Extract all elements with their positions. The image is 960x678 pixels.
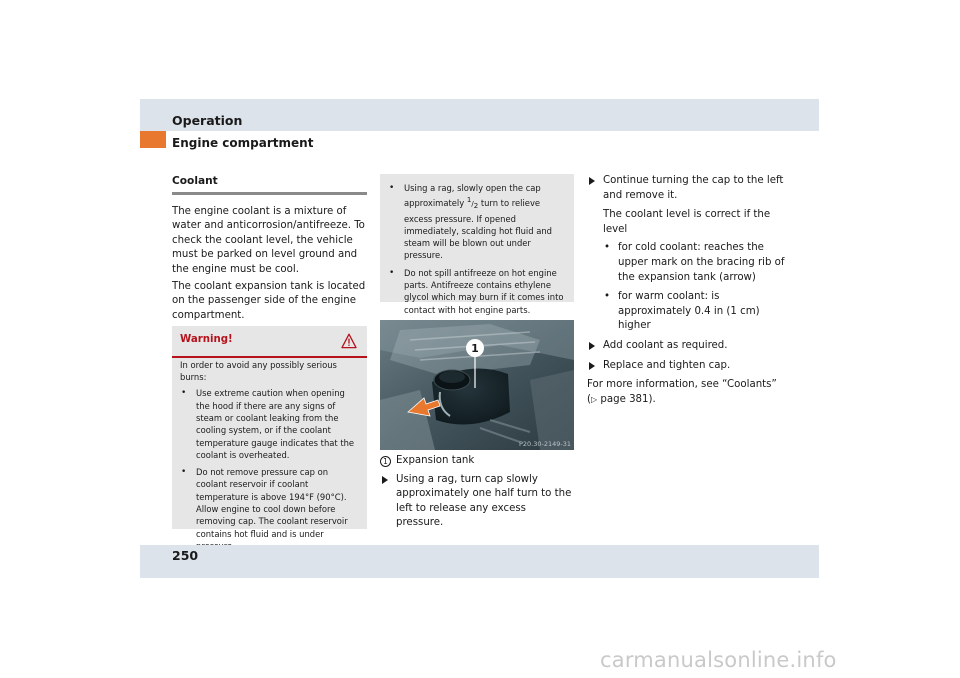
instruction-step: Continue turning the cap to the left and remove it.	[587, 174, 787, 203]
page-ref-text: page 381).	[600, 393, 656, 405]
fraction-numerator: 1	[466, 196, 472, 205]
caution-box	[380, 174, 574, 315]
level-item: • for cold coolant: reaches the upper mark on the bracing rib of the expansion tank (arrow)	[603, 241, 787, 285]
coolant-heading: Coolant	[172, 175, 218, 187]
warning-item: • Do not remove pressure cap on coolant reservoir if coolant temperature is above 194°F (90°C). Allow engine to cool down before removing cap. The coolant reservoir contains hot fluid and is under	[180, 466, 360, 552]
coolant-paragraph: The engine coolant is a mixture of water and anticorrosion/antifreeze. To check the coolant level, the vehicle must be parked on level ground and the engine must be cool.	[172, 205, 365, 275]
level-list	[587, 241, 787, 334]
subsection-title: Engine compartment	[172, 136, 314, 150]
more-info-text: For more information, see “Coolants”	[587, 379, 777, 391]
photo-callout-number: 1	[471, 342, 479, 355]
warning-box	[172, 326, 367, 539]
warning-title: Warning!	[180, 334, 233, 345]
footer-band	[140, 545, 819, 578]
caution-item-text: turn to relieve excess pressure. If opened immediately, scalding hot fluid and steam will be blown out under pressure.	[404, 198, 552, 261]
coolant-column	[172, 174, 367, 325]
caption-text: Expansion tank	[396, 455, 475, 466]
warning-intro: In order to avoid any possibly serious burns:	[180, 360, 337, 383]
level-intro: The coolant level is correct if the level	[603, 209, 771, 235]
instructions-column-2	[380, 454, 574, 536]
caution-item-text: Using a rag, slowly open the cap approximately	[404, 183, 541, 209]
instruction-step: Add coolant as required.	[587, 339, 787, 354]
caution-item: • Do not spill antifreeze on hot engine parts. Antifreeze contains ethylene glycol which may burn if it comes into contact with hot engine parts.	[388, 267, 567, 316]
warning-rule	[172, 356, 367, 358]
fraction-half: $^1/_2$	[466, 196, 479, 211]
heading-rule	[172, 192, 367, 195]
caption-number-badge: 1	[380, 456, 391, 467]
level-item: • for warm coolant: is approximately 0.4 in (1 cm) higher	[603, 290, 787, 334]
caution-list	[388, 182, 567, 316]
page-number: 250	[172, 548, 199, 563]
warning-triangle-icon	[341, 333, 357, 349]
instruction-step: Using a rag, turn cap slowly approximately one half turn to the left to release any excess pressure.	[380, 473, 574, 531]
instructions-column-3	[587, 174, 787, 407]
caution-item	[388, 182, 567, 262]
expansion-tank-photo	[380, 320, 574, 450]
section-tab-marker	[140, 131, 166, 148]
page-ref-arrow-icon: ▷	[590, 394, 598, 404]
watermark-text: carmanualsonline.info	[600, 648, 837, 672]
page-reference[interactable]: (▷ page 381).	[587, 393, 656, 405]
warning-item: • Use extreme caution when opening the hood if there are any signs of steam or coolant leaking from the cooling system, or if the coolant temperature gauge indicates that the coolant is overheated.	[180, 387, 360, 461]
instruction-step: Replace and tighten cap.	[587, 359, 787, 374]
fraction-denominator: 2	[473, 202, 479, 211]
photo-caption	[380, 454, 574, 469]
engine-photo-illustration	[380, 320, 574, 450]
coolant-paragraph: The coolant expansion tank is located on the passenger side of the engine compartment.	[172, 280, 366, 321]
section-title: Operation	[172, 113, 243, 128]
warning-list	[180, 387, 360, 552]
photo-code: P20.30-2149-31	[518, 440, 571, 448]
